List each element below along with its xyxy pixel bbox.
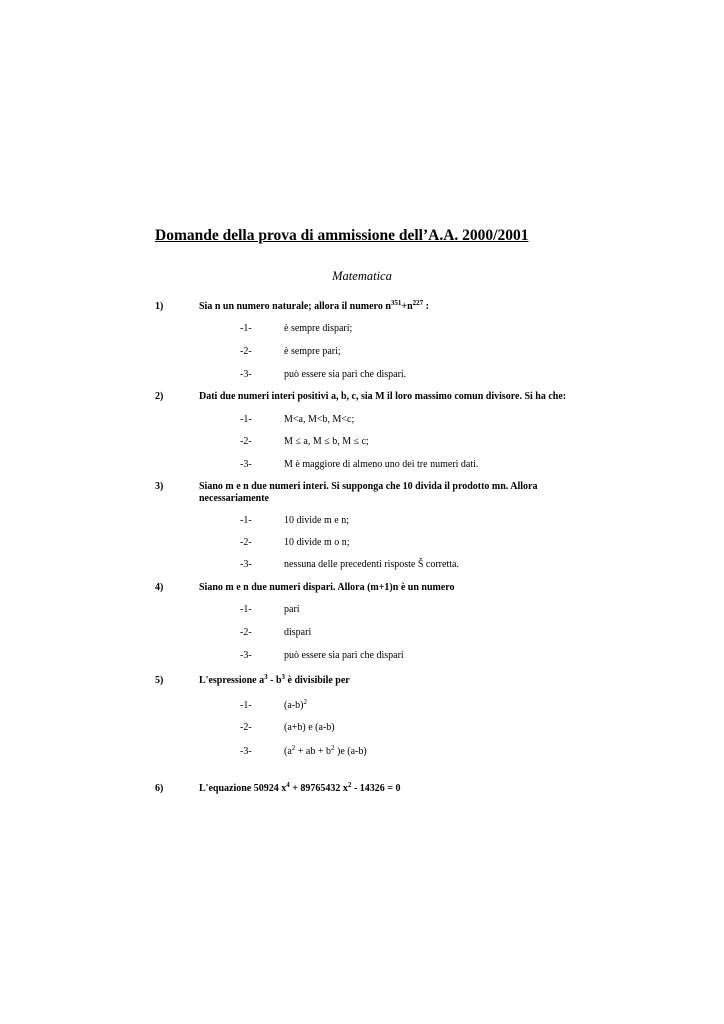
option-label: -3-: [240, 650, 252, 661]
option-label: -3-: [240, 459, 252, 470]
exponent: 3: [281, 673, 286, 681]
question-number: 4): [155, 582, 164, 593]
option-label: -2-: [240, 722, 252, 733]
question-text: [199, 301, 579, 313]
option-text-part: )e (a-b): [334, 746, 367, 757]
option-text: può essere sia pari che dispari.: [284, 369, 407, 380]
question-text-part: + 89765432 x: [289, 783, 348, 794]
question-number: 3): [155, 481, 164, 492]
exponent: 2: [331, 744, 335, 752]
question-number: 6): [155, 783, 164, 794]
question-text: Dati due numeri interi positivi a, b, c, sia M il loro massimo comun divisore. Si ha che:: [199, 391, 567, 402]
option-text: è sempre pari;: [284, 346, 341, 357]
exponent: 3: [264, 673, 268, 681]
question-text: [199, 783, 579, 795]
option-text: è sempre dispari;: [284, 323, 353, 334]
question-number: 5): [155, 675, 164, 686]
option-text: pari: [284, 604, 300, 615]
option-label: -3-: [240, 559, 252, 570]
exponent: 2: [347, 781, 352, 789]
option-label: -2-: [240, 346, 252, 357]
option-text: 10 divide m e n;: [284, 515, 349, 526]
exponent: 2: [303, 698, 307, 706]
option-text-part: (a-b): [284, 700, 304, 711]
option-text: nessuna delle precedenti risposte Š corretta.: [284, 559, 459, 570]
option-text-part: + ab + b: [295, 746, 331, 757]
option-label: -2-: [240, 537, 252, 548]
option-text: [284, 746, 367, 757]
question-text-part: - b: [267, 675, 282, 686]
question-text-part: Sia n un numero naturale; allora il numero n: [199, 301, 391, 312]
question-text-part: L'equazione 50924 x: [199, 783, 287, 794]
page-title: Domande della prova di ammissione dell’A.A. 2000/2001: [155, 227, 529, 244]
option-text-part: (a: [284, 746, 292, 757]
option-label: -1-: [240, 700, 252, 711]
question-text-part: è divisibile per: [285, 675, 350, 686]
exponent: 351: [390, 299, 402, 307]
exponent: 4: [286, 781, 290, 789]
option-label: -3-: [240, 369, 252, 380]
exponent: 2: [291, 744, 296, 752]
option-label: -1-: [240, 604, 252, 615]
option-text: M è maggiore di almeno uno dei tre numeri dati.: [284, 459, 479, 470]
option-label: -2-: [240, 436, 252, 447]
question-number: 2): [155, 391, 164, 402]
option-label: -3-: [240, 746, 252, 757]
question-text-part: L'espressione a: [199, 675, 265, 686]
option-label: -1-: [240, 323, 252, 334]
question-text: [199, 675, 579, 687]
option-text: dispari: [284, 627, 312, 638]
question-text-part: - 14326 = 0: [351, 783, 401, 794]
option-label: -1-: [240, 515, 252, 526]
subject-label: Matematica: [332, 269, 392, 283]
question-text: Siano m e n due numeri interi. Si supponga che 10 divida il prodotto mn. Allora necessariamente: [199, 481, 538, 504]
question-text-part: +n: [401, 301, 413, 312]
option-text: M ≤ a, M ≤ b, M ≤ c;: [284, 436, 369, 447]
option-text: (a+b) e (a-b): [284, 722, 335, 733]
option-text: M<a, M<b, M<c;: [284, 414, 355, 425]
option-text: 10 divide m o n;: [284, 537, 350, 548]
option-label: -1-: [240, 414, 252, 425]
subject-heading: [0, 269, 724, 284]
option-text: [284, 700, 307, 711]
question-text-part: :: [423, 301, 429, 312]
option-label: -2-: [240, 627, 252, 638]
question-text: Siano m e n due numeri dispari. Allora (m+1)n è un numero: [199, 582, 455, 593]
question-number: 1): [155, 301, 164, 312]
option-text: può essere sia pari che dispari: [284, 650, 404, 661]
exponent: 227: [412, 299, 424, 307]
